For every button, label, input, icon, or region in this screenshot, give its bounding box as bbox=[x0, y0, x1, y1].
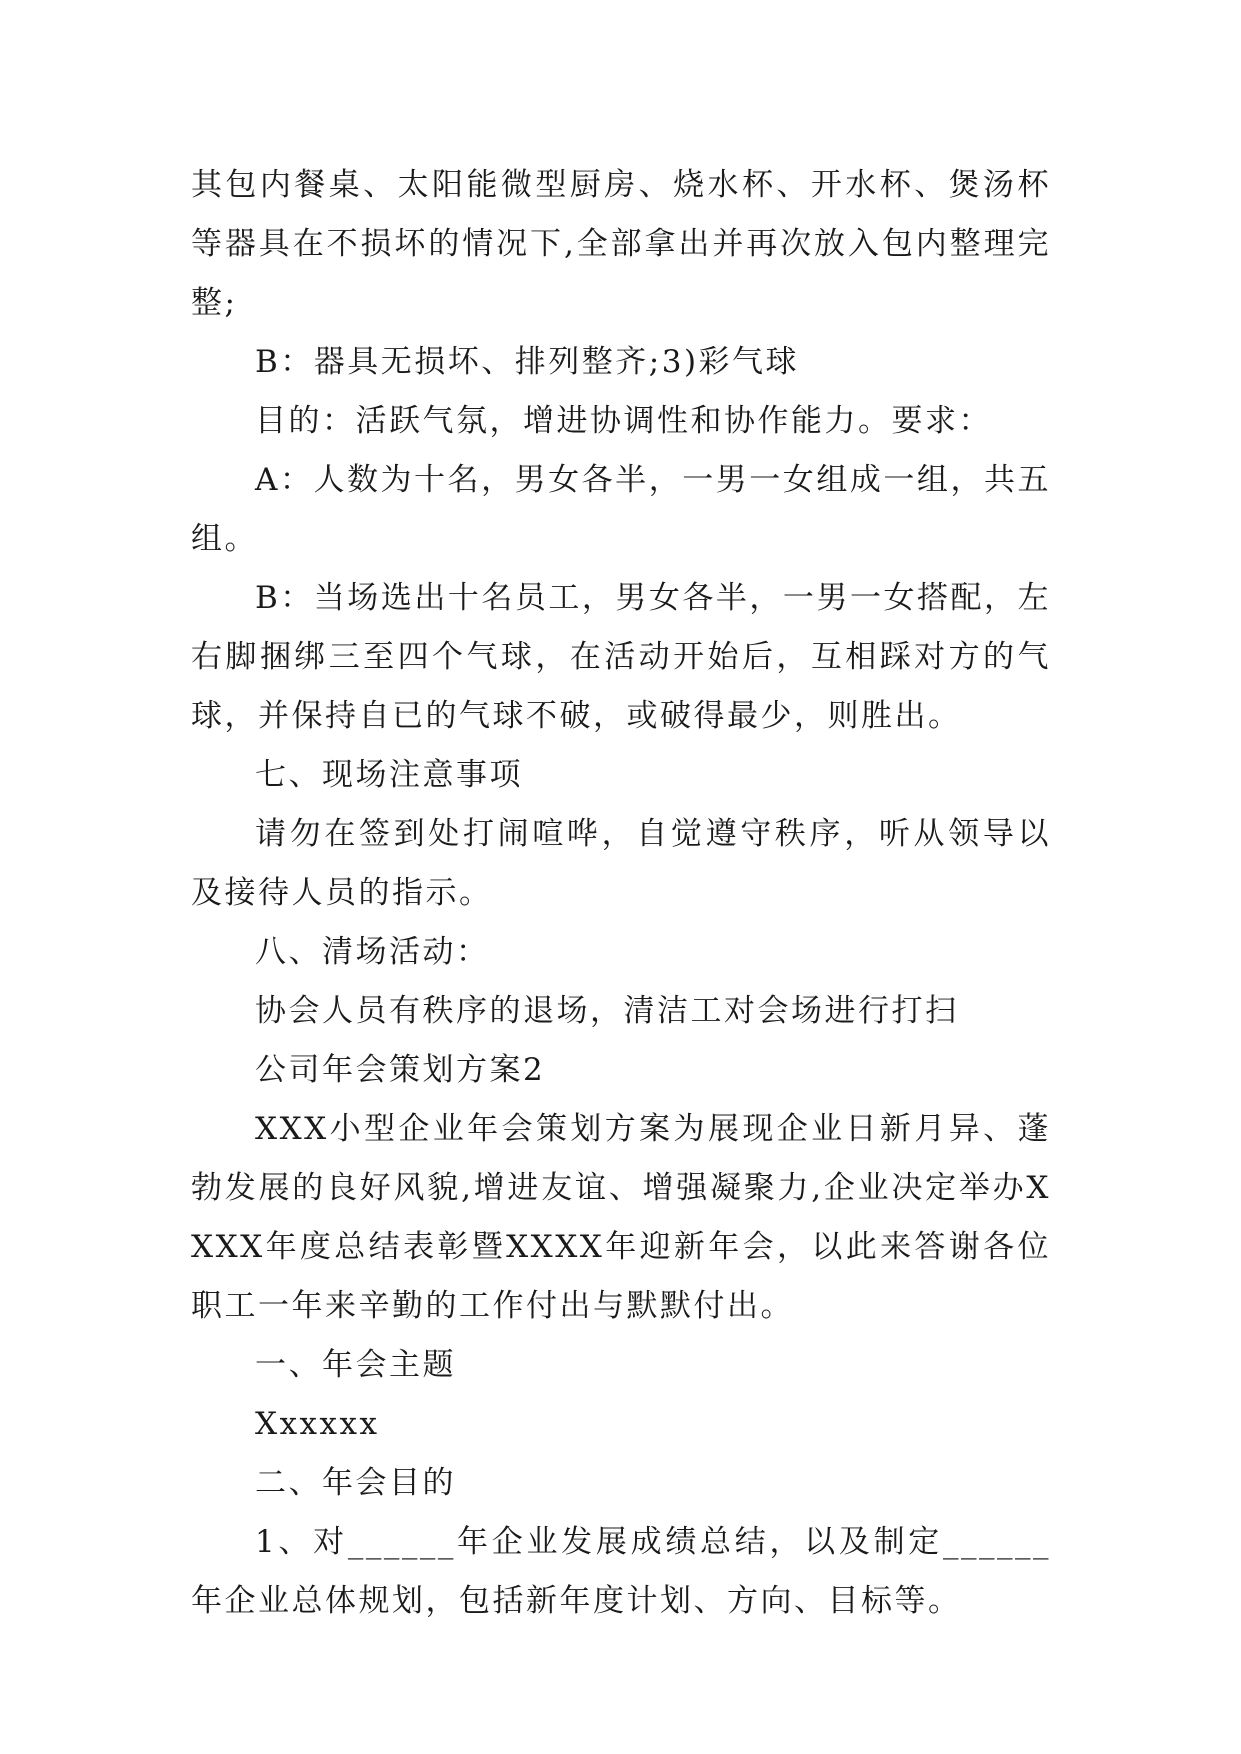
section-heading: 七、现场注意事项 bbox=[255, 757, 523, 793]
paragraph: 其包内餐桌、太阳能微型厨房、烧水杯、开水杯、煲汤杯等器具在不损坏的情况下,全部拿出并再次放入包内整理完整; bbox=[191, 167, 1051, 321]
section-heading: 二、年会目的 bbox=[255, 1465, 456, 1501]
section-heading: 一、年会主题 bbox=[255, 1347, 456, 1383]
paragraph: B：器具无损坏、排列整齐;3)彩气球 bbox=[255, 344, 800, 380]
paragraph: B：当场选出十名员工，男女各半，一男一女搭配，左右脚捆绑三至四个气球，在活动开始后，互相踩对方的气球，并保持自已的气球不破，或破得最少，则胜出。 bbox=[191, 580, 1051, 734]
paragraph: 目的：活跃气氛，增进协调性和协作能力。要求： bbox=[255, 403, 992, 439]
paragraph: 请勿在签到处打闹喧哗，自觉遵守秩序，听从领导以及接待人员的指示。 bbox=[191, 816, 1051, 911]
document-title: 公司年会策划方案2 bbox=[255, 1052, 546, 1088]
paragraph: 1、对______年企业发展成绩总结，以及制定______年企业总体规划，包括新年度计划、方向、目标等。 bbox=[191, 1524, 1051, 1619]
paragraph: Xxxxxx bbox=[255, 1406, 380, 1442]
paragraph: 协会人员有秩序的退场，清洁工对会场进行打扫 bbox=[255, 993, 959, 1029]
paragraph: XXX小型企业年会策划方案为展现企业日新月异、蓬勃发展的良好风貌,增进友谊、增强凝聚力,企业决定举办XXXX年度总结表彰暨XXXX年迎新年会，以此来答谢各位职工一年来辛勤的工作付出与默默付出。 bbox=[191, 1111, 1051, 1324]
paragraph: A：人数为十名，男女各半，一男一女组成一组，共五组。 bbox=[191, 462, 1051, 557]
section-heading: 八、清场活动： bbox=[255, 934, 490, 970]
document-body bbox=[191, 156, 1051, 1631]
